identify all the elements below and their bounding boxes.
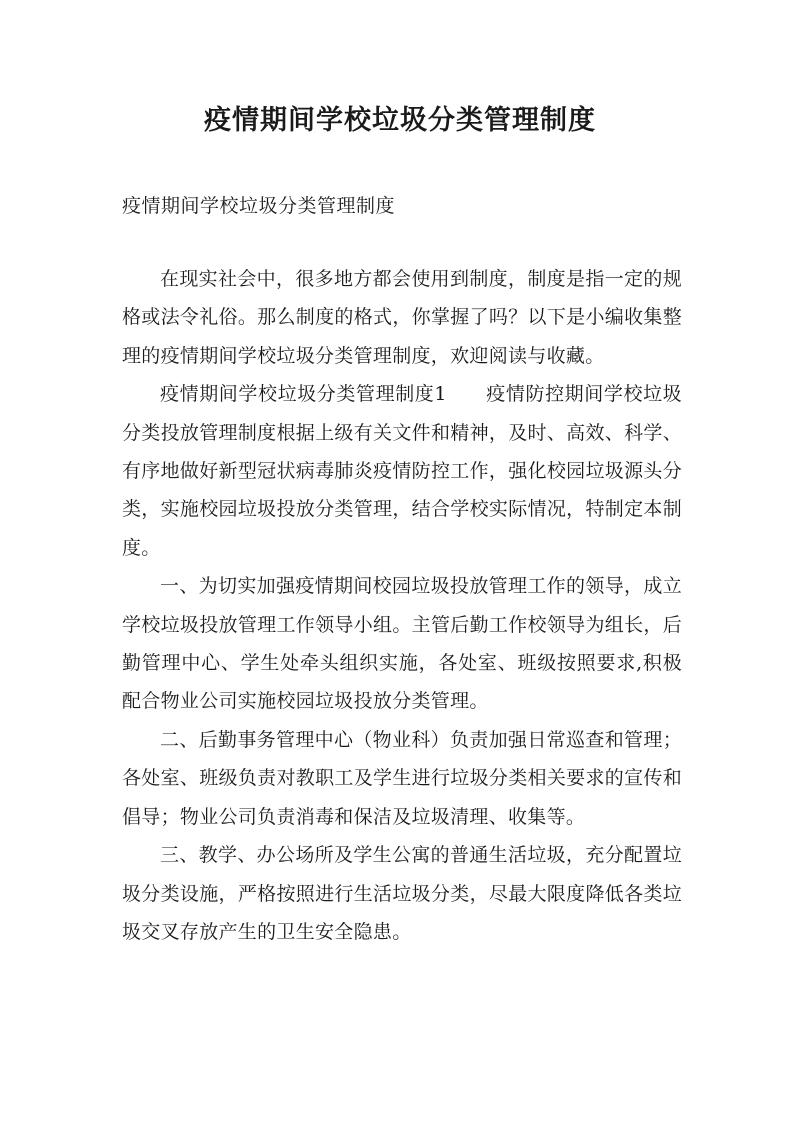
document-title: 疫情期间学校垃圾分类管理制度 [204,105,596,136]
paragraph-item-2: 二、后勤事务管理中心（物业科）负责加强日常巡查和管理；各处室、班级负责对教职工及学生进行垃圾分类相关要求的宣传和倡导；物业公司负责消毒和保洁及垃圾清理、收集等。 [122,728,682,828]
paragraph-intro: 在现实社会中，很多地方都会使用到制度，制度是指一定的规格或法令礼俗。那么制度的格式，你掌握了吗？以下是小编收集整理的疫情期间学校垃圾分类管理制度，欢迎阅读与收藏。 [122,268,682,367]
document-body [122,260,682,951]
paragraph-item-1: 一、为切实加强疫情期间校园垃圾投放管理工作的领导，成立学校垃圾投放管理工作领导小组。主管后勤工作校领导为组长，后勤管理中心、学生处牵头组织实施，各处室、班级按照要求,积极配合物业公司实施校园垃圾投放分类管理。 [122,575,682,713]
document-subtitle: 疫情期间学校垃圾分类管理制度 [122,195,396,217]
paragraph-regulation-1: 疫情期间学校垃圾分类管理制度1 疫情防控期间学校垃圾分类投放管理制度根据上级有关文件和精神，及时、高效、科学、有序地做好新型冠状病毒肺炎疫情防控工作，强化校园垃圾源头分类，实施校园垃圾投放分类管理，结合学校实际情况，特制定本制度。 [122,383,682,559]
paragraph-item-3: 三、教学、办公场所及学生公寓的普通生活垃圾，充分配置垃圾分类设施，严格按照进行生活垃圾分类，尽最大限度降低各类垃圾交叉存放产生的卫生安全隐患。 [122,844,682,943]
